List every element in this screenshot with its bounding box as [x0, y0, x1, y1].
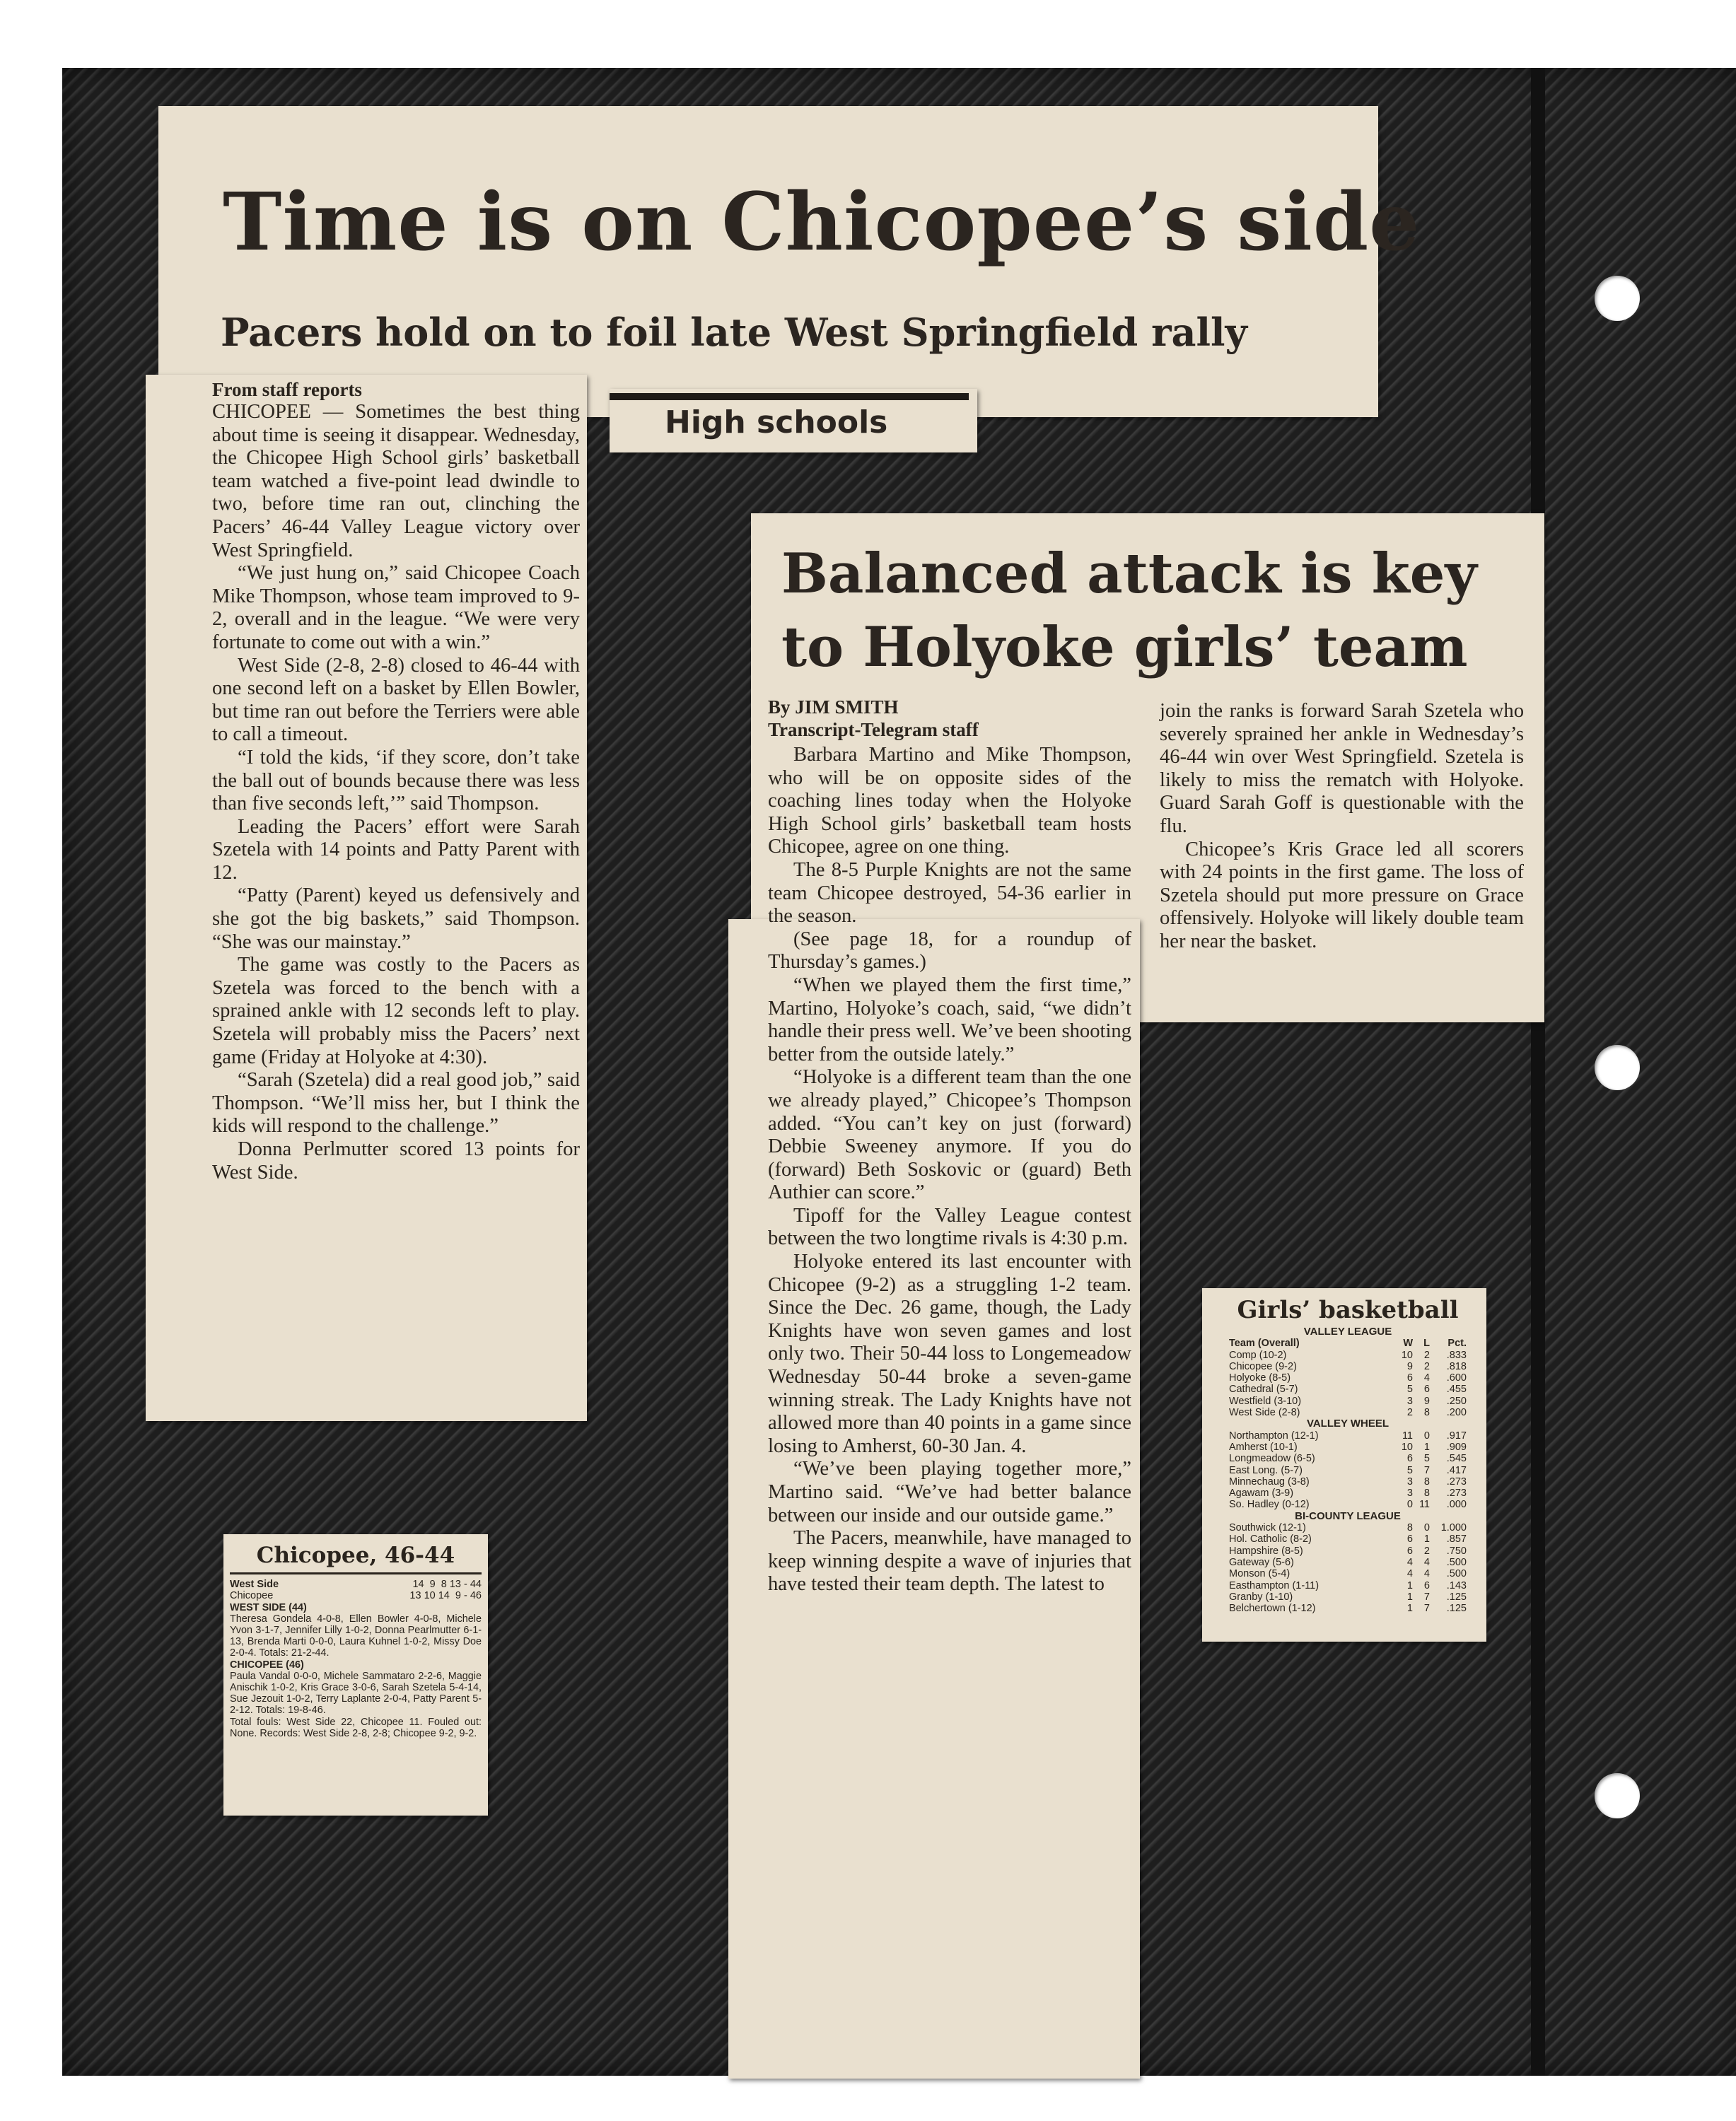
league-heading: VALLEY WHEEL: [1306, 1418, 1390, 1430]
article2-paragraph: The 8-5 Purple Knights are not the same team Chicopee destroyed, 54-36 earlier in the season.: [768, 858, 1131, 928]
article2-paragraph: Tipoff for the Valley League contest between the two longtime rivals is 4:30 p.m.: [768, 1204, 1131, 1250]
boxscore-ch-head: CHICOPEE (46): [230, 1659, 304, 1671]
standings-row: Hol. Catholic (8-2) 6 1 .857: [1229, 1533, 1467, 1546]
article2-byline: By JIM SMITH: [768, 696, 899, 718]
article2-paragraph: The Pacers, meanwhile, have managed to keep winning despite a wave of injuries that have tested their team depth. The latest to: [768, 1527, 1131, 1596]
article2-column-1: [768, 696, 1131, 1596]
boxscore-title: Chicopee, 46-44: [256, 1543, 455, 1568]
article1-paragraph: Leading the Pacers’ effort were Sarah Szetela with 14 points and Patty Parent with 12.: [212, 815, 580, 884]
article2-paragraph: Barbara Martino and Mike Thompson, who will be on opposite sides of the coaching lines today when the Holyoke High School girls’ basketball team hosts Chicopee, agree on one thing.: [768, 744, 1131, 858]
standings-row: So. Hadley (0-12) 0 11 .000: [1229, 1499, 1467, 1511]
standings-row: Cathedral (5-7) 5 6 .455: [1229, 1384, 1467, 1396]
article1-subhead: Pacers hold on to foil late West Springfield rally: [221, 310, 1247, 355]
article2-paragraph: join the ranks is forward Sarah Szetela who severely sprained her ankle in Wednesday’s 46-44 win over West Springfield. Szetela is likely to miss the rematch with Holyoke. Guard Sarah Goff is questionable with the flu.: [1160, 700, 1524, 837]
standings-row: East Long. (5-7) 5 7 .417: [1229, 1464, 1467, 1476]
standings-row: Minnechaug (3-8) 3 8 .273: [1229, 1476, 1467, 1488]
article2-paragraph: “When we played them the first time,” Martino, Holyoke’s coach, said, “we didn’t handle their press well. We’ve been shooting better from the outside lately.”: [768, 974, 1131, 1065]
league-heading: BI-COUNTY LEAGUE: [1295, 1509, 1401, 1522]
standings-row: Granby (1-10) 1 7 .125: [1229, 1591, 1467, 1603]
standings: [1229, 1294, 1467, 1614]
standings-row: Hampshire (8-5) 6 2 .750: [1229, 1545, 1467, 1557]
standings-row: Belchertown (1-12) 1 7 .125: [1229, 1603, 1467, 1615]
punch-hole-bottom: [1595, 1773, 1640, 1818]
boxscore-ws-text: Theresa Gondela 4-0-8, Ellen Bowler 4-0-8, Michele Yvon 3-1-7, Jennifer Lilly 1-0-2, Donna Pearlmutter 6-1-13, Brenda Marti 0-0-0, Laura Kuhnel 1-0-2, Missy Doe 2-0-4. Totals: 21-2-44.: [230, 1613, 482, 1659]
punch-hole-middle: [1595, 1045, 1640, 1090]
article2-headline-line2: to Holyoke girls’ team: [781, 615, 1468, 679]
boxscore-footer: Total fouls: West Side 22, Chicopee 11. Fouled out: None. Records: West Side 2-8, 2-8; Chicopee 9-2, 9-2.: [230, 1716, 482, 1739]
article1-paragraph: West Side (2-8, 2-8) closed to 46-44 with one second left on a basket by Ellen Bowler, but time ran out before the Terriers were able to call a timeout.: [212, 654, 580, 746]
standings-row: West Side (2-8) 2 8 .200: [1229, 1407, 1467, 1419]
boxscore-ws-head: WEST SIDE (44): [230, 1601, 307, 1613]
article1-column: [212, 378, 580, 1184]
standings-title: Girls’ basketball: [1237, 1296, 1459, 1324]
league-heading: VALLEY LEAGUE: [1303, 1326, 1392, 1338]
standings-row: Holyoke (8-5) 6 4 .600: [1229, 1372, 1467, 1384]
standings-row: Amherst (10-1) 10 1 .909: [1229, 1441, 1467, 1453]
article1-paragraph: “Patty (Parent) keyed us defensively and she got the big baskets,” said Thompson. “She was our mainstay.”: [212, 884, 580, 953]
boxscore-rule: [230, 1572, 482, 1574]
standings-row: Easthampton (1-11) 1 6 .143: [1229, 1579, 1467, 1591]
boxscore: [230, 1540, 482, 1739]
standings-header-row: Team (Overall) W L Pct.: [1229, 1338, 1467, 1350]
boxscore-line: West Side 14 9 8 13 - 44: [230, 1579, 482, 1590]
standings-row: Westfield (3-10) 3 9 .250: [1229, 1395, 1467, 1407]
article2-paragraph: (See page 18, for a roundup of Thursday’s games.): [768, 928, 1131, 974]
standings-row: Longmeadow (6-5) 6 5 .545: [1229, 1453, 1467, 1465]
article1-paragraph: “We just hung on,” said Chicopee Coach Mike Thompson, whose team improved to 9-2, overall and in the league. “We were very fortunate to come out with a win.”: [212, 562, 580, 653]
article2-column-2: [1160, 700, 1524, 954]
article1-paragraph: The game was costly to the Pacers as Szetela was forced to the bench with a sprained ankle with 12 seconds left to play. Szetela will probably miss the Pacers’ next game (Friday at Holyoke at 4:30).: [212, 954, 580, 1068]
boxscore-ch-text: Paula Vandal 0-0-0, Michele Sammataro 2-2-6, Maggie Anischik 1-0-2, Kris Grace 3-0-6, Sarah Szetela 5-4-14, Sue Jezouit 1-0-2, Terry Laplante 2-0-4, Patty Parent 5-2-12. Totals: 19-8-46.: [230, 1670, 482, 1717]
article2-byline-staff: Transcript-Telegram staff: [768, 719, 979, 740]
punch-hole-top: [1595, 276, 1640, 321]
article1-paragraph: “Sarah (Szetela) did a real good job,” said Thompson. “We’ll miss her, but I think the kids will respond to the challenge.”: [212, 1069, 580, 1138]
boxscore-line: Chicopee 13 10 14 9 - 46: [230, 1590, 482, 1602]
article1-paragraph: Donna Perlmutter scored 13 points for West Side.: [212, 1138, 580, 1184]
article1-headline: Time is on Chicopee’s side: [223, 176, 1421, 269]
article1-paragraph: CHICOPEE — Sometimes the best thing about time is seeing it disappear. Wednesday, the Chicopee High School girls’ basketball team watched a five-point lead dwindle to two, before time ran out, clinching the Pacers’ 46-44 Valley League victory over West Springfield.: [212, 401, 580, 561]
article2-paragraph: “We’ve been playing together more,” Martino said. “We’ve had better balance between our inside and our outside game.”: [768, 1458, 1131, 1526]
standings-table: [1229, 1326, 1467, 1614]
article2-paragraph: Chicopee’s Kris Grace led all scorers with 24 points in the first game. The loss of Szetela should put more pressure on Grace offensively. Holyoke will likely double team her near the basket.: [1160, 838, 1524, 952]
standings-row: Comp (10-2) 10 2 .833: [1229, 1349, 1467, 1361]
article2-paragraph: Holyoke entered its last encounter with Chicopee (9-2) as a struggling 1-2 team. Since the Dec. 26 game, though, the Lady Knights have won seven games and lost only two. Their 50-44 loss to Longemeadow Wednesday 50-44 broke a seven-game winning streak. The Lady Knights have not allowed more than 40 points in a game since losing to Amherst, 60-30 Jan. 4.: [768, 1251, 1131, 1457]
standings-row: Agawam (3-9) 3 8 .273: [1229, 1488, 1467, 1500]
standings-row: Northampton (12-1) 11 0 .917: [1229, 1430, 1467, 1442]
article1-paragraph: “I told the kids, ‘if they score, don’t take the ball out of bounds because there was less than five seconds left,’” said Thompson.: [212, 746, 580, 815]
article2-headline-line1: Balanced attack is key: [781, 542, 1477, 606]
standings-row: Southwick (12-1) 8 0 1.000: [1229, 1522, 1467, 1534]
article1-byline: From staff reports: [212, 379, 362, 400]
standings-row: Chicopee (9-2) 9 2 .818: [1229, 1360, 1467, 1372]
standings-row: Gateway (5-6) 4 4 .500: [1229, 1556, 1467, 1568]
section-label: High schools: [665, 404, 888, 440]
section-rule: [610, 393, 969, 400]
standings-row: Monson (5-4) 4 4 .500: [1229, 1568, 1467, 1580]
binder-edge-strip: [1531, 68, 1545, 2076]
article2-paragraph: “Holyoke is a different team than the one we already played,” Chicopee’s Thompson added. “You can’t key on just (forward) Debbie Sweeney anymore. If you do (forward) Beth Soskovic or (guard) Beth Authier can score.”: [768, 1066, 1131, 1204]
